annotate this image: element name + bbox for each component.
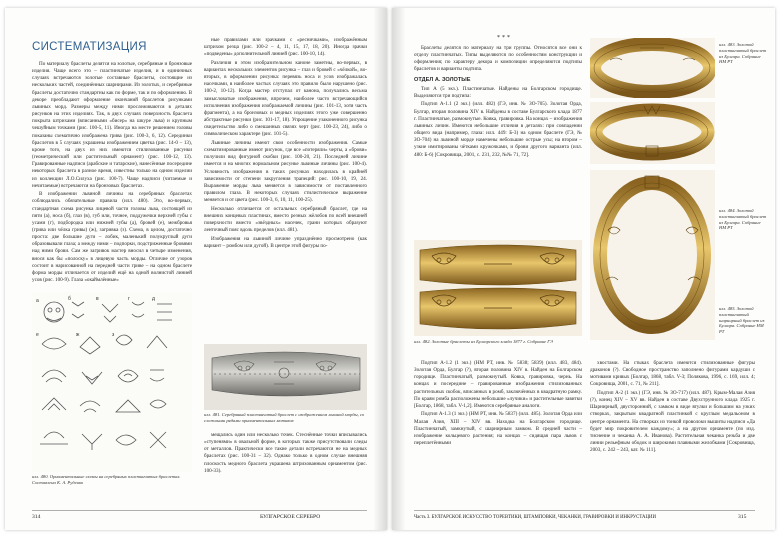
left-column-2 (204, 37, 367, 340)
right-column-bottom-2 (590, 360, 755, 510)
paragraph: Тип А (5 экз.). Пластинчатые. Найдены на Болгарском городище. Выделяются три подтипа: (414, 85, 582, 99)
page-number-right: 315 (738, 514, 747, 520)
paragraph: Изображения на львиной личине упразднённо просмотрено (как вариант – ромбом или дугой). В центре этой фигуры по- (204, 235, 367, 249)
paragraph: Подтип А-2 (1 экз.) (ГЭ, инв. № ЗО-717) (илл. 487). Крым-Малая Азия (?), конец XIV – XV вв. Найден в составе Двухструнного клада 1925 г. Шарнирный, двусторонний, с замком в виде втулки и большим на узких створках, закрытым квадратной пластинкой с круглым медальоном в центре орнамента. На створках из тонкой проволоки вышиты надписи «Да будет мир покровителем каждому»; а на другом орнаменте (по изд. тиснение и чеканка А. А. Иванова). Растительная чеканка резьба и две линии рельефным ободок и широкими плавными желобками [Сокровища, 2003, с. 242 – 243, кат. № 111]. (590, 390, 755, 454)
paragraph: Различия в этом изобразительном канонe заметны, во-первых, в вариантах нескольких элементов рисунка – глаз и бровей с «чёлкой», во-вторых, в оформлении рисунка: перевязь носа и усов изображалась насечками, в наиболее частых случаях это правило было нарушено (рис. 100-2, 10-12). Когда мастер отступал от канона, получались весьма замысловатые изображения, впрочем, наиболее часто встречающийся исполнения изображения изображаемой личины (рис. 101-13, хотя часть фрагмента), а на бронзовых и медных изделиях этого уже совершенно абстрактные рисунки (рис. 101-17, 18). Упрощение узаконенного рисунка свидетельство либо о смешанных связях черт (рис. 100-23, 24), либо о символическом характере (рис. 101-5). (204, 59, 367, 138)
figure-483-caption: илл. 483. Золотой пластинчатый браслет из Булгара. Собрание НМ РТ (719, 42, 767, 65)
section-separator: *** (497, 35, 512, 41)
paragraph: В изображении львиной личины на серебряных браслетах соблюдались обязательные правила (илл. 480). Это, во-первых, стандартная схема рисунка лицевой части головы льва, состоящей из пяти (а), носа (б), глаз (в), губ или, точнее, поддужечки верхней губы с усами (г), подбородка или нижней губы (д), бровей (е), межбровья (грива или чёлка гривы) (ж), загривка (з). Схема, в целом, достаточно проста: две большие дуги – лобик, маленький полукруглый дуги образовывали глаза; а между ними – подпорки, подстриженные бровями над ними брови. Сам же загривок мастер вносил в четыре изменения, внося как бы «полоску» в лицевую часть морды. Отличие от узоров состоит в нарисованной на передней части гриве – на одном браслете форма морды отличается от изделий ещё на одной волнистой линией усов (рис. 100-9). Глаза «окаймлённые» (32, 191, 192, 284)
scheme-label: ж (76, 332, 80, 338)
section-heading: СИСТЕМАТИЗАЦИЯ (32, 41, 147, 53)
figure-483-gold-bracelet (590, 38, 715, 98)
bracelet-485-photo (590, 170, 715, 340)
scheme-label: з (112, 332, 115, 338)
scheme-label: а (36, 298, 39, 304)
figure-485-hinged-bracelet (590, 170, 715, 340)
bracelet-484-photo (590, 102, 715, 164)
figure-484-gold-bracelet (590, 102, 715, 164)
figure-481-silver-bracelet (204, 344, 367, 410)
section-title: ОТДЕЛ А. ЗОЛОТЫЕ (414, 76, 471, 83)
scheme-label: в (96, 296, 99, 302)
paragraph: Подтип А-1.3 (1 экз.) (НМ РТ, инв. № 5837) (илл. 485). Золотая Орда или Малая Азия, XIII – XIV вв. Находка на Болгарском городище. Пластинчатый, замкнутый, с шарнирным замком. В средней части – изображение кольцевого растения; на концах – сидящая пара львов с переплетёнными (414, 411, 582, 447)
page-number-left: 314 (32, 514, 41, 520)
bracelet-483-photo (590, 38, 715, 98)
right-column-1 (414, 45, 582, 265)
silver-bracelet-photo (204, 344, 367, 410)
paragraph: Львиные личины имеют свои особенности изображения. Самые схематизированные имеют рисунок, где все «потеряли» черты, а «брови» получили вид фигурной скобки (рис. 100-20, 21). Последней личине имеется и на многих нормальном рисунке львиные личины (рис. 100-4). Условность изображения в таких рисунках находилась в крайней зависимости от степени закругления трапеций: рис. 100-10, 19, 24. Выражение морды льва меняется в зависимости от поставленного правилом глаза. В некоторых случаях стилистическое выражение меняется и от цвета (рис. 100-3, 6, 10, 11, 100-25). (204, 139, 367, 204)
paragraph: Несколько отличается от остальных серебряный браслет, где на внешних концевых пластинах, вместо резных жёлобов по всей внешней поверхности вместо «звёздных» насечек, грани которых образуют ленточный пояс вдоль пределов (илл. 481). (204, 205, 367, 234)
left-column-1 (32, 61, 192, 286)
right-page (392, 8, 775, 530)
paragraph: По материалу браслеты делятся на золотые, серебряные и бронзовые изделия. Чаще всего это – пластинчатые изделия, и в единичных случаях встречаются золотые составные браслеты, состоящие из нескольких частей, соединённых шарнирами. Из золотых, и серебряные браслеты достаточно стандартны как по форме, так и по оформлению. В декоре преобладают оформление окончаний браслетов рисунками львиных морд. Размеры между ними прослеживаются в деталях рисунков на этих изделиях. Так, в двух случаях поверхность браслета покрыта штрихами (вписанными «бисер» на шкуре льва) и крупным чешуйным точками (рис. 100-5, 11). Иногда на месте решением головы показаны схематично изображена грива (рис. 100-3, 6, 12). Серединки браслетов в 5 случаях украшены изображением цветка (рис. 14-0 – 13), кроме того, на двух из них имеются стилизованные рисунки (геометрический или растительный орнамент) (рис. 100-12, 13). Гравированные надписи (арабские и татарские), нанесённые посередине некоторых браслета в разное время, известны только на одном изделии из коллекции Л.О.Силуха (рис. 100-7). Чаще надписи (читаемые и нечитаемые) встречаются на бронзовых браслетах. (32, 61, 192, 189)
figure-482-gold-bracelets (414, 240, 582, 336)
paragraph: Подтип А-1.1 (2 экз.) (илл. 482) (ГЭ, инв. № ЗО-705). Золотая Орда, Булгар, вторая половина XIV в. Найдены в составе Булгарского клада 1877 г. Пластинчатые, размокнутые. Ковка, гравировка. На концах – изображения львиных личин. Имеются небольшие отличия в деталях: при совпадении общего вида (например, глаза: илл. 449: Б-3) на одном браслете (ГЭ, № ЗО-704) на львиной морде намечены небольшие острые усы; на втором – узкие имитированы чётками кружочками, и брови другого варианта (илл. 480: Б-6) [Сокровища, 2001, с. 231, 232, №№ 71, 72]. (414, 101, 582, 158)
figure-481-caption: илл. 481. Серебряный пластинчатый браслет с изображением львиной морды, со сложными рядами орнаментальных мотивов (204, 412, 365, 423)
figure-480-caption: илл. 480. Орнаментальные схемы на серебряных пластинчатых браслетах. Составлена К. А. Руденко (32, 474, 181, 485)
paragraph: ные правилами или зрачками с «ресничками», изображённым штрихом резца (рис. 100-2 – 4, 11, 15, 17, 18, 20). Иногда зрачки «подведены» дополнительной линией (рис. 100-10, 14). (204, 37, 367, 58)
scheme-label: г (128, 296, 130, 302)
running-footer-left: БУЛГАРСКОЕ СЕРЕБРО (260, 514, 321, 520)
running-footer-right: Часть 3. БУЛГАРСКОЕ ИСКУССТВО ТОРЕВТИКИ, ШТАМПОВКИ, ЧЕКАНКИ, ГРАВИРОВКИ И ИНКРУСТАЦИИ (414, 515, 656, 520)
paragraph: мещались один или несколько точек. Стеснённые точки вписывались «ступенями» в овальной форме, в которых также присутствовали следы от металлов. Практически все такие детали встречаются не на медных браслетах (рис. 100-31 – 32). Однако только в одном случае внешняя плоскость медного браслета украшена штрихованным орнаментом (рис. 100-33). (204, 432, 367, 474)
left-column-2-bottom (204, 432, 367, 510)
paragraph: Браслеты делятся по материалу на три группы. Относятся все они к отделу пластинчатых. Типы выделяются по особенностям конструкции и оформления; по характеру декора и композиции определяются подтипы браслетов и варианты подтипа. (414, 45, 582, 73)
ornament-schemes-drawing (32, 292, 192, 472)
figure-484-caption: илл. 484. Золотой пластинчатый браслет из Булгара. Собрание НМ РТ (719, 208, 767, 231)
figure-482-caption: илл. 482. Золотые браслеты из Булгарского клада 1877 г. Собрание ГЭ (414, 339, 553, 344)
figure-485-caption: илл. 485. Золотой пластинчатый шарнирный браслет из Булгара. Собрание НМ РТ (719, 306, 765, 335)
scheme-label: б (68, 296, 71, 302)
figure-480-ornament-schemes (32, 292, 192, 472)
gold-bracelets-photo (414, 240, 582, 336)
scheme-label: е (36, 332, 39, 338)
paragraph: Подтип А-1.2 (1 экз.) (НМ РТ, инв. № 5838; 5839) (илл. 483, 484). Золотая Орда, Булгар (?), вторая половина XIV в. Найден на Болгарском городище. Пластинчатый, размокнутый. Ковка, гравировка, чернь. На концах и посередине – гравированные изображения стилизованных растительных скобок, вписанных в ромб, заключённых в квадратную рамку. По краям ромба расположены небольшие «лучики» и растительные завитки [Болгар, 1868, табл. V-1,2]. Имеются серебряные аналоги. (414, 360, 582, 409)
left-page (5, 8, 387, 530)
paragraph: хвостами. На стыках браслета имеются стилизованные фигуры драконов (?). Свободное пространство заполнено фигурами кардуши с мотивами кривых [Болгар, 1868, табл. V-3; Полякова, 1996, с. 169, илл. 4; Сокровища, 2001, с. 71, № 211]. (590, 360, 755, 388)
right-column-bottom-1 (414, 360, 582, 510)
scheme-label: д (152, 296, 155, 302)
